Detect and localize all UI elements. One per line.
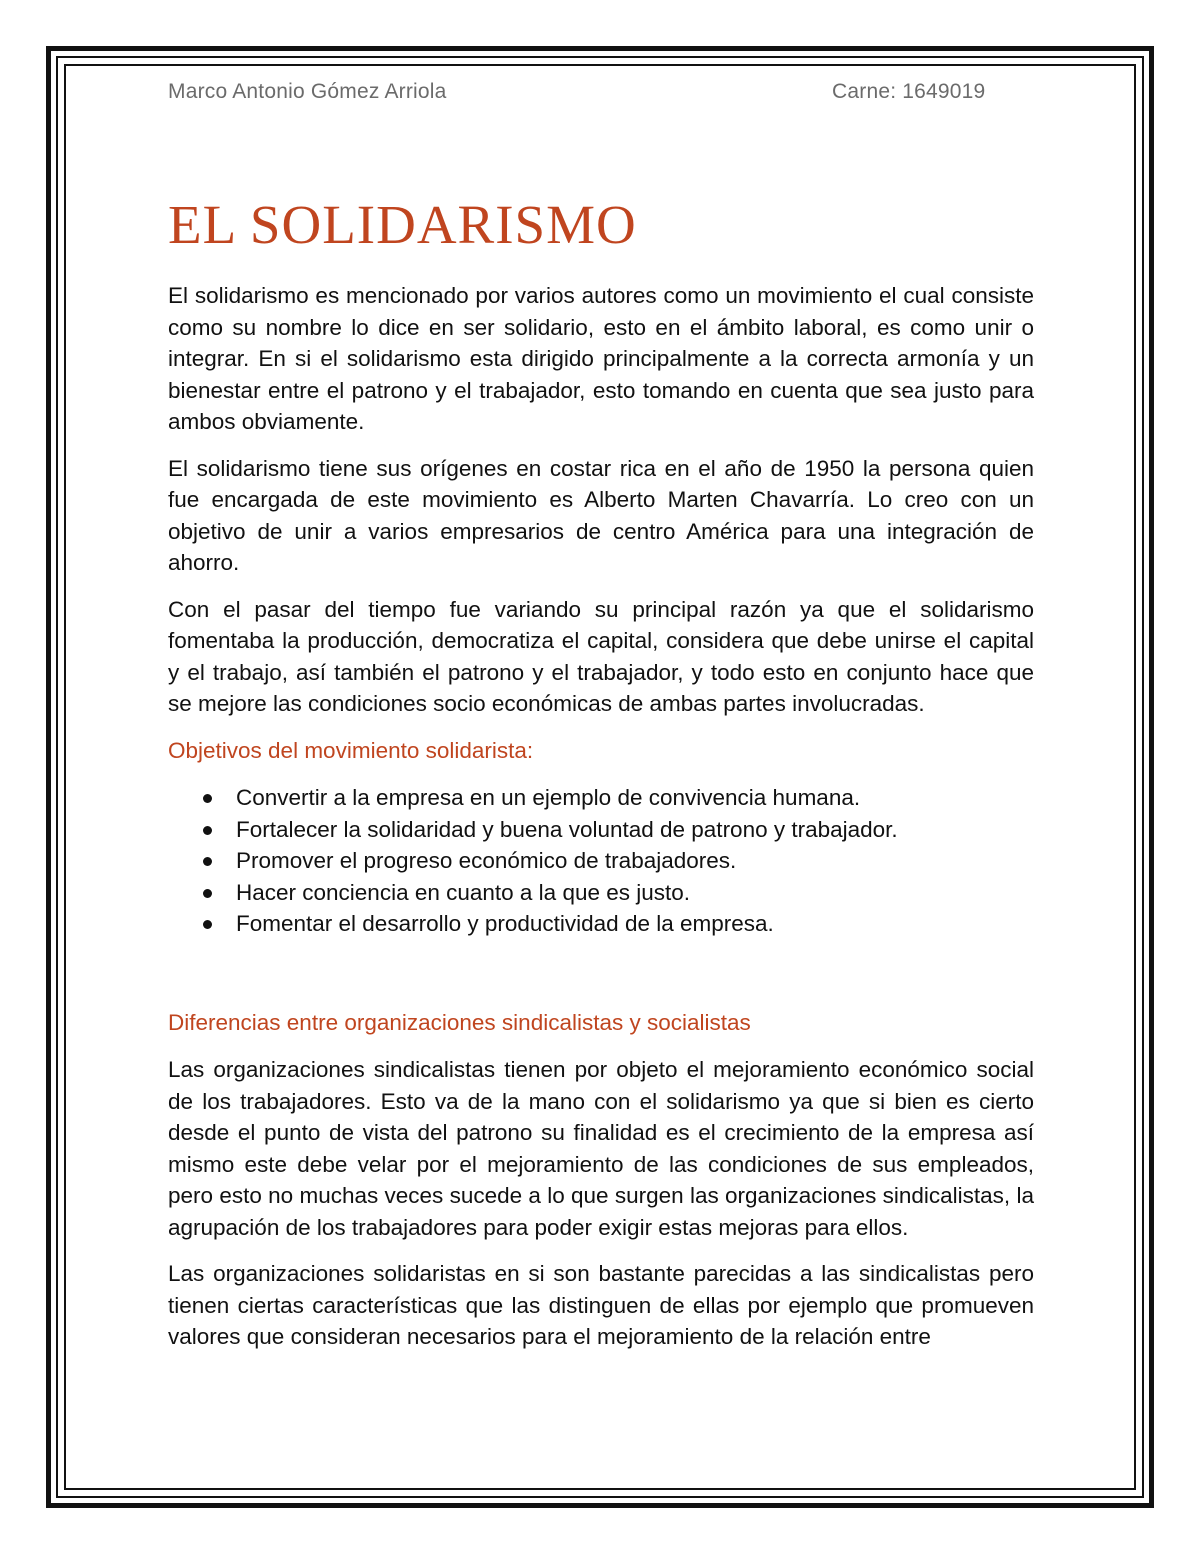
list-item <box>168 877 1034 909</box>
list-item-text: Fortalecer la solidaridad y buena voluntad de patrono y trabajador. <box>236 816 898 842</box>
list-item-text: Fomentar el desarrollo y productividad de la empresa. <box>236 911 774 936</box>
bullet-icon <box>203 826 212 835</box>
header-carne: Carne: 1649019 <box>832 80 986 103</box>
header-author: Marco Antonio Gómez Arriola <box>168 80 447 103</box>
list-item <box>168 908 1034 940</box>
list-item <box>168 782 1034 814</box>
list-item-text: Promover el progreso económico de trabajadores. <box>236 848 737 873</box>
paragraph-definition: El solidarismo es mencionado por varios autores como un movimiento el cual consiste como su nombre lo dice en ser solidario, esto en el ámbito laboral, es como unir o integrar. En si el solidarismo esta dirigido principalmente a la correcta armonía y un bienestar entre el patrono y el trabajador, esto tomando en cuenta que sea justo para ambos obviamente. <box>168 283 1034 434</box>
list-item-text: Convertir a la empresa en un ejemplo de convivencia humana. <box>236 785 861 810</box>
bullet-icon <box>203 889 212 898</box>
list-item <box>168 814 1034 846</box>
bullet-icon <box>203 857 212 866</box>
differences-heading: Diferencias entre organizaciones sindicalistas y socialistas <box>168 1009 751 1035</box>
paragraph-sindicalistas: Las organizaciones sindicalistas tienen por objeto el mejoramiento económico social de los trabajadores. Esto va de la mano con el solidarismo ya que si bien es cierto desde el punto de vista del patrono su finalidad es el crecimiento de la empresa así mismo este debe velar por el mejoramiento de las condiciones de sus empleados, pero esto no muchas veces sucede a lo que surgen las organizaciones sindicalistas, la agrupación de los trabajadores para poder exigir estas mejoras para ellos. <box>168 1057 1034 1240</box>
paragraph-evolution: Con el pasar del tiempo fue variando su principal razón ya que el solidarismo fomentaba la producción, democratiza el capital, considera que debe unirse el capital y el trabajo, así también el patrono y el trabajador, y todo esto en conjunto hace que se mejore las condiciones socio económicas de ambas partes involucradas. <box>168 596 1034 716</box>
paragraph-solidaristas: Las organizaciones solidaristas en si son bastante parecidas a las sindicalistas pero tienen ciertas características que las distinguen de ellas por ejemplo que promueven valores que consideran necesarios para el mejoramiento de la relación entre <box>168 1261 1034 1349</box>
bullet-icon <box>203 920 212 929</box>
objectives-heading: Objetivos del movimiento solidarista: <box>168 737 534 763</box>
document-title: EL SOLIDARISMO <box>168 194 637 255</box>
paragraph-origins: El solidarismo tiene sus orígenes en costar rica en el año de 1950 la persona quien fue encargada de este movimiento es Alberto Marten Chavarría. Lo creo con un objetivo de unir a varios empresarios de centro América para una integración de ahorro. <box>168 455 1034 575</box>
document-body <box>168 190 1034 1368</box>
list-item <box>168 845 1034 877</box>
list-item-text: Hacer conciencia en cuanto a la que es justo. <box>236 879 691 905</box>
bullet-icon <box>203 794 212 803</box>
section-spacer <box>168 940 1034 1007</box>
objectives-list <box>168 782 1034 940</box>
